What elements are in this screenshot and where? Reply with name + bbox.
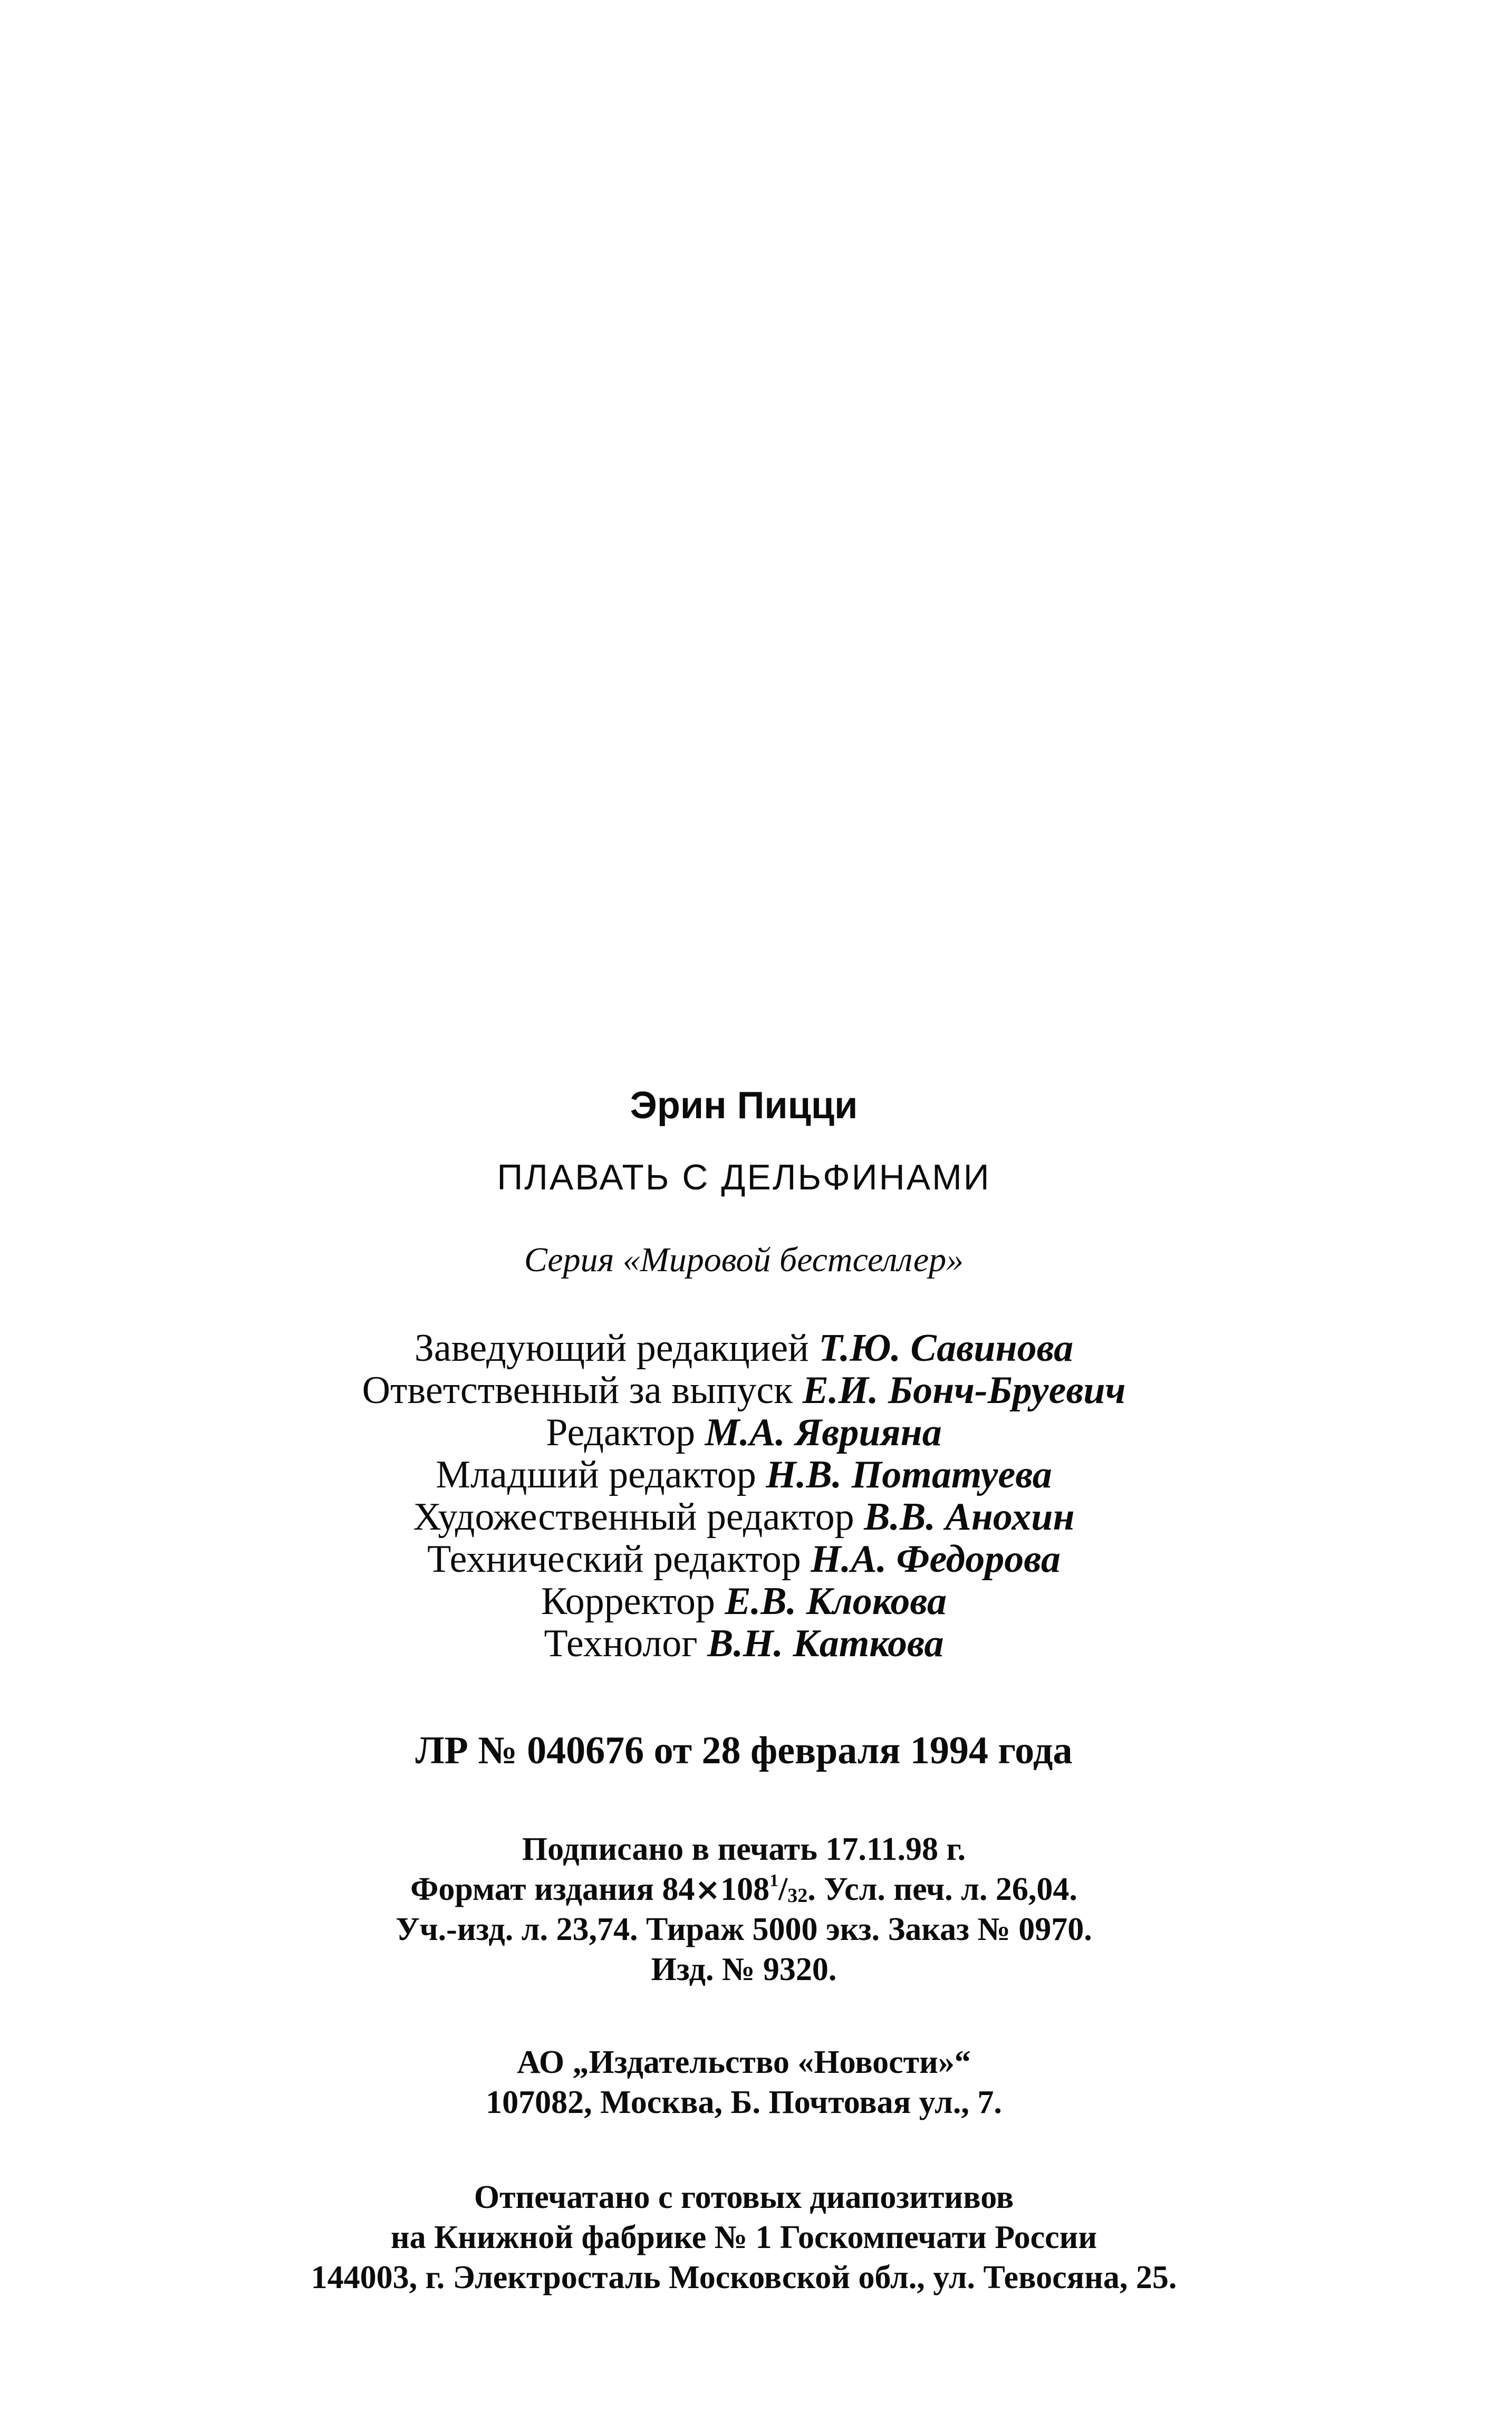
- staff-line: [0, 1580, 1500, 1622]
- staff-role: Художественный редактор: [413, 1495, 854, 1539]
- staff-person: Н.А. Федорова: [811, 1538, 1061, 1581]
- publisher-address: 107082, Москва, Б. Почтовая ул., 7.: [486, 2084, 1002, 2120]
- book-title: ПЛАВАТЬ С ДЕЛЬФИНАМИ: [497, 1157, 991, 1197]
- staff-role: Редактор: [546, 1411, 696, 1454]
- format-fraction-slash: /: [778, 1871, 788, 1907]
- staff-person: Е.В. Клокова: [725, 1580, 947, 1623]
- staff-person: Т.Ю. Савинова: [818, 1327, 1074, 1370]
- staff-person: Н.В. Потатуева: [766, 1453, 1052, 1496]
- format-fraction-numerator: 1: [769, 1871, 779, 1890]
- staff-line: [0, 1369, 1500, 1411]
- format-suffix: . Усл. печ. л. 26,04.: [807, 1871, 1077, 1907]
- printer-block: [0, 2177, 1512, 2298]
- staff-line: [0, 1538, 1500, 1580]
- staff-line: [0, 1327, 1500, 1369]
- editorial-staff-list: [0, 1327, 1512, 1665]
- signed-for-print: Подписано в печать 17.11.98 г.: [522, 1831, 966, 1867]
- staff-role: Заведующий редакцией: [414, 1327, 809, 1370]
- staff-role: Младший редактор: [436, 1453, 756, 1496]
- staff-line: [0, 1411, 1500, 1454]
- staff-line: [0, 1454, 1500, 1496]
- print-run: Уч.-изд. л. 23,74. Тираж 5000 экз. Заказ № 0970.: [396, 1911, 1092, 1947]
- staff-role: Технический редактор: [427, 1538, 801, 1581]
- edition-format: [0, 1869, 1500, 1909]
- staff-role: Корректор: [541, 1580, 715, 1623]
- times-sign: ×: [695, 1871, 721, 1907]
- printer-line-3: 144003, г. Электросталь Московской обл., ул. Тевосяна, 25.: [311, 2260, 1177, 2295]
- format-fraction-denominator: 32: [787, 1885, 808, 1907]
- staff-role: Ответственный за выпуск: [362, 1369, 793, 1412]
- publisher-block: [0, 2042, 1512, 2122]
- printer-line-1: Отпечатано с готовых диапозитивов: [474, 2179, 1014, 2215]
- book-author: Эрин Пицци: [630, 1084, 858, 1127]
- staff-person: В.Н. Каткова: [707, 1622, 944, 1665]
- edition-number: Изд. № 9320.: [651, 1952, 837, 1987]
- publisher-name: АО „Издательство «Новости»“: [517, 2044, 971, 2080]
- staff-person: Е.И. Бонч-Бруевич: [802, 1369, 1126, 1412]
- staff-role: Технолог: [544, 1622, 698, 1665]
- staff-line: [0, 1496, 1500, 1538]
- format-prefix: Формат издания 84: [410, 1871, 695, 1907]
- book-series: Серия «Мировой бестселлер»: [524, 1241, 964, 1279]
- staff-person: М.А. Яврияна: [705, 1411, 942, 1454]
- staff-line: [0, 1622, 1500, 1665]
- imprint-page: [0, 1084, 1512, 2298]
- staff-person: В.В. Анохин: [864, 1495, 1075, 1539]
- printing-details: [0, 1829, 1512, 1990]
- printer-line-2: на Книжной фабрике № 1 Госкомпечати России: [390, 2220, 1097, 2255]
- publishing-license: ЛР № 040676 от 28 февраля 1994 года: [415, 1729, 1073, 1772]
- format-108: 108: [720, 1871, 770, 1907]
